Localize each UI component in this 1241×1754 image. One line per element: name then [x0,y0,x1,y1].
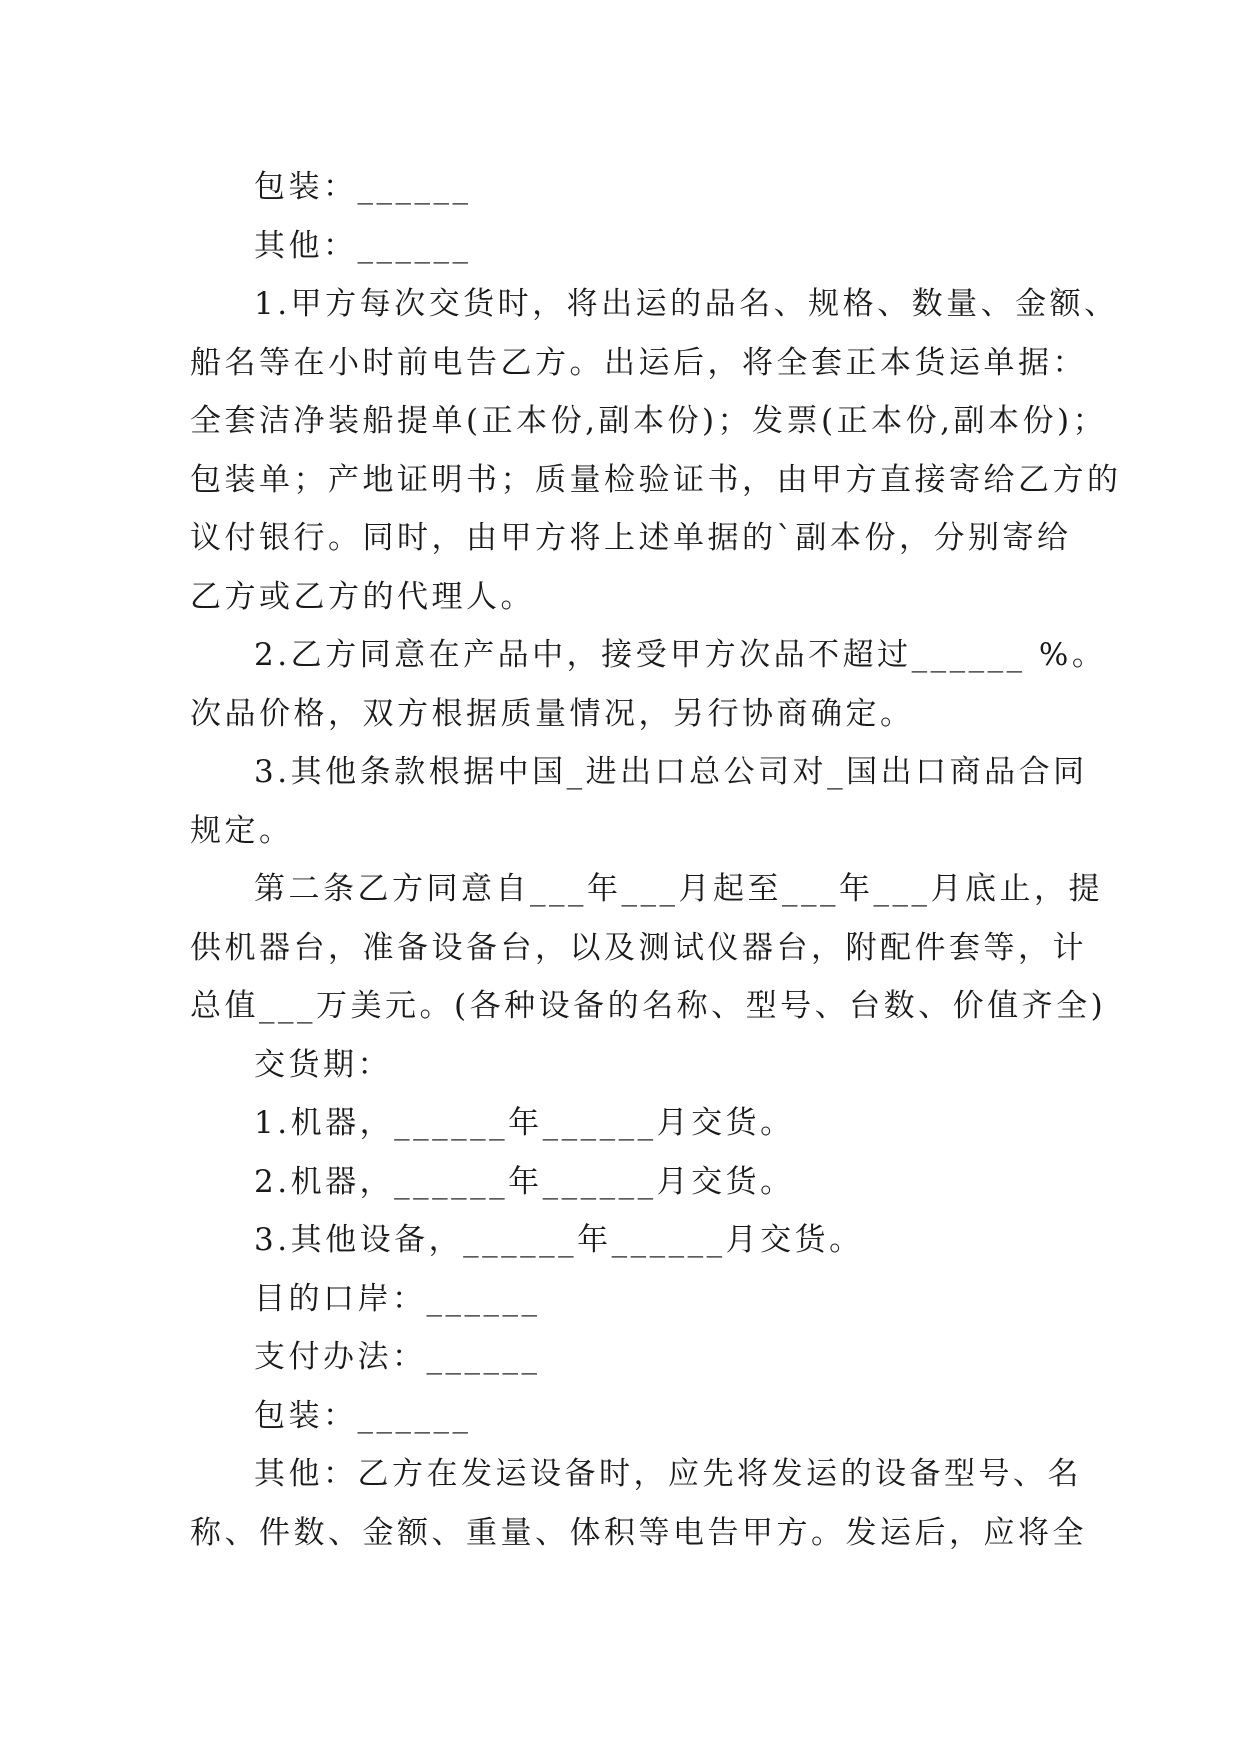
text-line: 议付银行。同时，由甲方将上述单据的`副本份，分别寄给 [190,520,1072,556]
text-line: 2.机器，______年______月交货。 [254,1163,795,1200]
text-line: 第二条乙方同意自___年___月起至___年___月底止，提 [254,871,1103,907]
text-line: 包装单；产地证明书；质量检验证书，由甲方直接寄给乙方的 [190,461,1122,498]
text-line: 全套洁净装船提单(正本份,副本份)；发票(正本份,副本份)； [190,403,1108,439]
text-line: 总值___万美元。(各种设备的名称、型号、台数、价值齐全) [190,988,1107,1024]
text-line: 其他：乙方在发运设备时，应先将发运的设备型号、名 [254,1456,1082,1492]
text-line: 1.机器，______年______月交货。 [254,1105,795,1141]
text-line: 次品价格，双方根据质量情况，另行协商确定。 [190,695,915,732]
text-line: 称、件数、金额、重量、体积等电告甲方。发运后，应将全 [190,1514,1087,1551]
text-line: 其他：______ [254,227,472,264]
text-line: 交货期： [254,1046,392,1083]
text-line: 3.其他条款根据中国_进出口总公司对_国出口商品合同 [254,754,1088,790]
text-line: 乙方或乙方的代理人。 [190,578,535,615]
text-line: 1.甲方每次交货时，将出运的品名、规格、数量、金额、 [254,286,1119,322]
text-line: 包装：______ [254,1397,472,1434]
text-line: 船名等在小时前电告乙方。出运后，将全套正本货运单据： [190,344,1087,381]
text-line: 包装：______ [254,169,472,205]
text-line: 3.其他设备，______年______月交货。 [254,1222,864,1258]
document-body [190,158,1122,1562]
text-line: 支付办法：______ [254,1339,541,1375]
text-line: 规定。 [190,812,294,849]
text-line: 供机器台，准备设备台，以及测试仪器台，附配件套等，计 [190,929,1087,966]
text-line: 2.乙方同意在产品中，接受甲方次品不超过______ %。 [254,637,1107,673]
text-line: 目的口岸：______ [254,1280,541,1317]
